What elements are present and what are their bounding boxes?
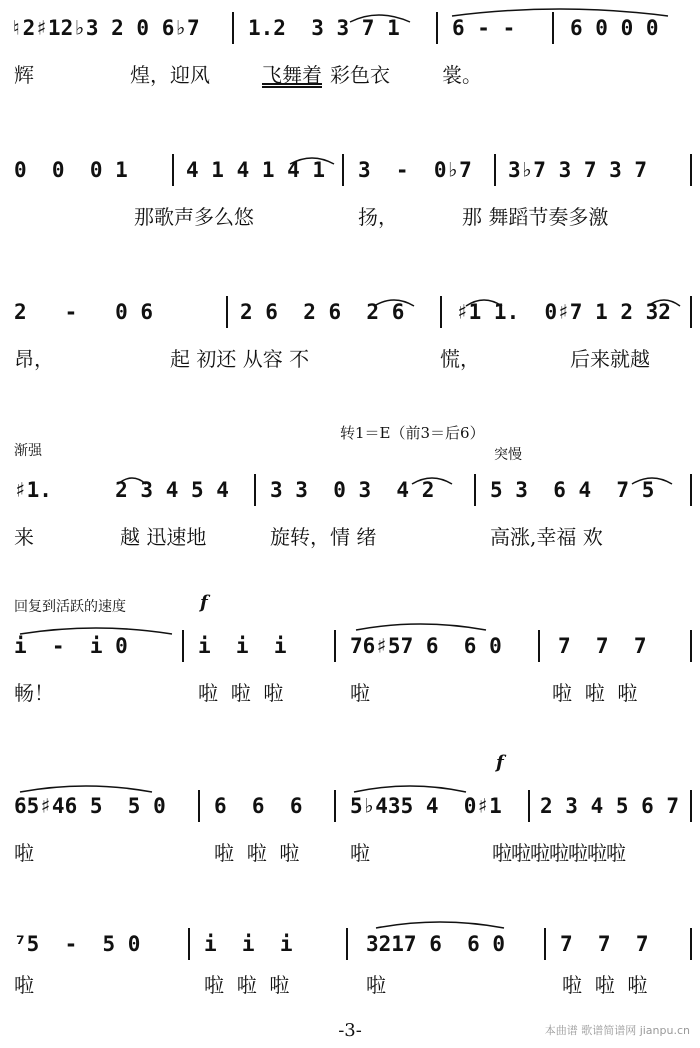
lyric: 啦 [14,841,34,865]
lyrics-row [0,344,700,374]
slur-marks [0,626,700,666]
measure: i i i [198,634,287,658]
slur-marks [0,924,700,964]
lyric: 辉 [14,63,34,87]
measure: i - i 0 [14,634,128,658]
measure: 5 3 6 4 7 5 [490,478,655,502]
measure: 3 3 0 3 4 2 [270,478,435,502]
measure: 2 6 2 6 2 6 [240,300,405,324]
lyrics-row [0,522,700,552]
measure: 2 - 0 6 [14,300,154,324]
lyrics-row [0,838,700,868]
lyrics-row [0,202,700,232]
slur-marks [0,150,700,190]
dynamic-forte: f [496,752,504,773]
measure: 0 0 0 1 [14,158,128,182]
lyric: 越 迅速地 [120,525,207,549]
lyric: 煌，迎风 [130,63,210,87]
lyric: 啦 啦 啦 [204,973,290,997]
watermark: 本曲谱 歌谱简谱网 jianpu.cn [544,1024,690,1037]
slur-marks [0,292,700,332]
lyrics-row [0,678,700,708]
lyric: 起 初还 从容 不 [170,347,310,371]
dynamic-forte: f [200,592,208,613]
measure: 5♭435 4 0♯1 [350,794,502,818]
lyric: 飞舞着 [262,63,322,87]
lyric: 裳。 [442,63,482,87]
lyrics-row [0,970,700,1000]
measure: 6 - - [452,16,516,40]
lyric: 啦 啦 啦 [214,841,300,865]
lyric: 畅！ [14,681,54,705]
lyric: 啦 [14,973,34,997]
measure: 6 0 0 0 [570,16,659,40]
slur-marks [0,786,700,826]
measure: 76♯57 6 6 0 [350,634,502,658]
lyric: 啦 啦 啦 [198,681,284,705]
lyric: 彩色衣 [330,63,390,87]
measure: 3217 6 6 0 [366,932,506,956]
lyric: 啦啦啦啦啦啦啦 [492,841,625,865]
slur-marks [0,8,700,48]
lyric: 啦 啦 啦 [562,973,648,997]
lyric: 那 舞蹈节奏多激 [462,205,609,229]
lyric: 啦 [350,841,370,865]
measure: ♯1. 2 3 4 5 4 [14,478,229,502]
measure: 65♯46 5 5 0 [14,794,166,818]
lyric: 那歌声多么悠 [134,205,254,229]
lyric: 啦 [366,973,386,997]
measure: 7 7 7 [558,634,647,658]
measure: 1.2 3 3 7 1 [248,16,400,40]
measure: 3♭7 3 7 3 7 [508,158,648,182]
lyric: 来 [14,525,34,549]
tempo-marking: 突慢 [494,447,522,463]
lyric: 昂， [14,347,54,371]
lyric: 高涨,幸福 欢 [490,525,603,549]
measure: ⁷5 - 5 0 [14,932,141,956]
measure: 3 - 0♭7 [358,158,472,182]
lyric: 旋转，情 绪 [270,525,377,549]
lyric: 啦 啦 啦 [552,681,638,705]
lyric: 啦 [350,681,370,705]
lyric: 扬， [358,205,398,229]
measure: 4 1 4 1 4 1 [186,158,326,182]
measure: i i i [204,932,293,956]
lyrics-row [0,60,700,90]
key-change-marking: 转1＝E（前3＝后6） [340,424,485,442]
lyric: 后来就越 [570,347,650,371]
measure: 7 7 7 [560,932,649,956]
page-number: -3- [338,1020,362,1041]
measure: 2 3 4 5 6 7 [540,794,680,818]
lyric: 慌， [440,347,480,371]
measure: 6 6 6 [214,794,303,818]
tempo-restore-marking: 回复到活跃的速度 [14,599,126,615]
measure: ♯1 1. 0♯7 1 2 32 [456,300,671,324]
slur-marks [0,470,700,510]
measure: ♮2♯12♭3 2 0 6♭7 [10,16,200,40]
crescendo-marking: 渐强 [14,443,42,459]
